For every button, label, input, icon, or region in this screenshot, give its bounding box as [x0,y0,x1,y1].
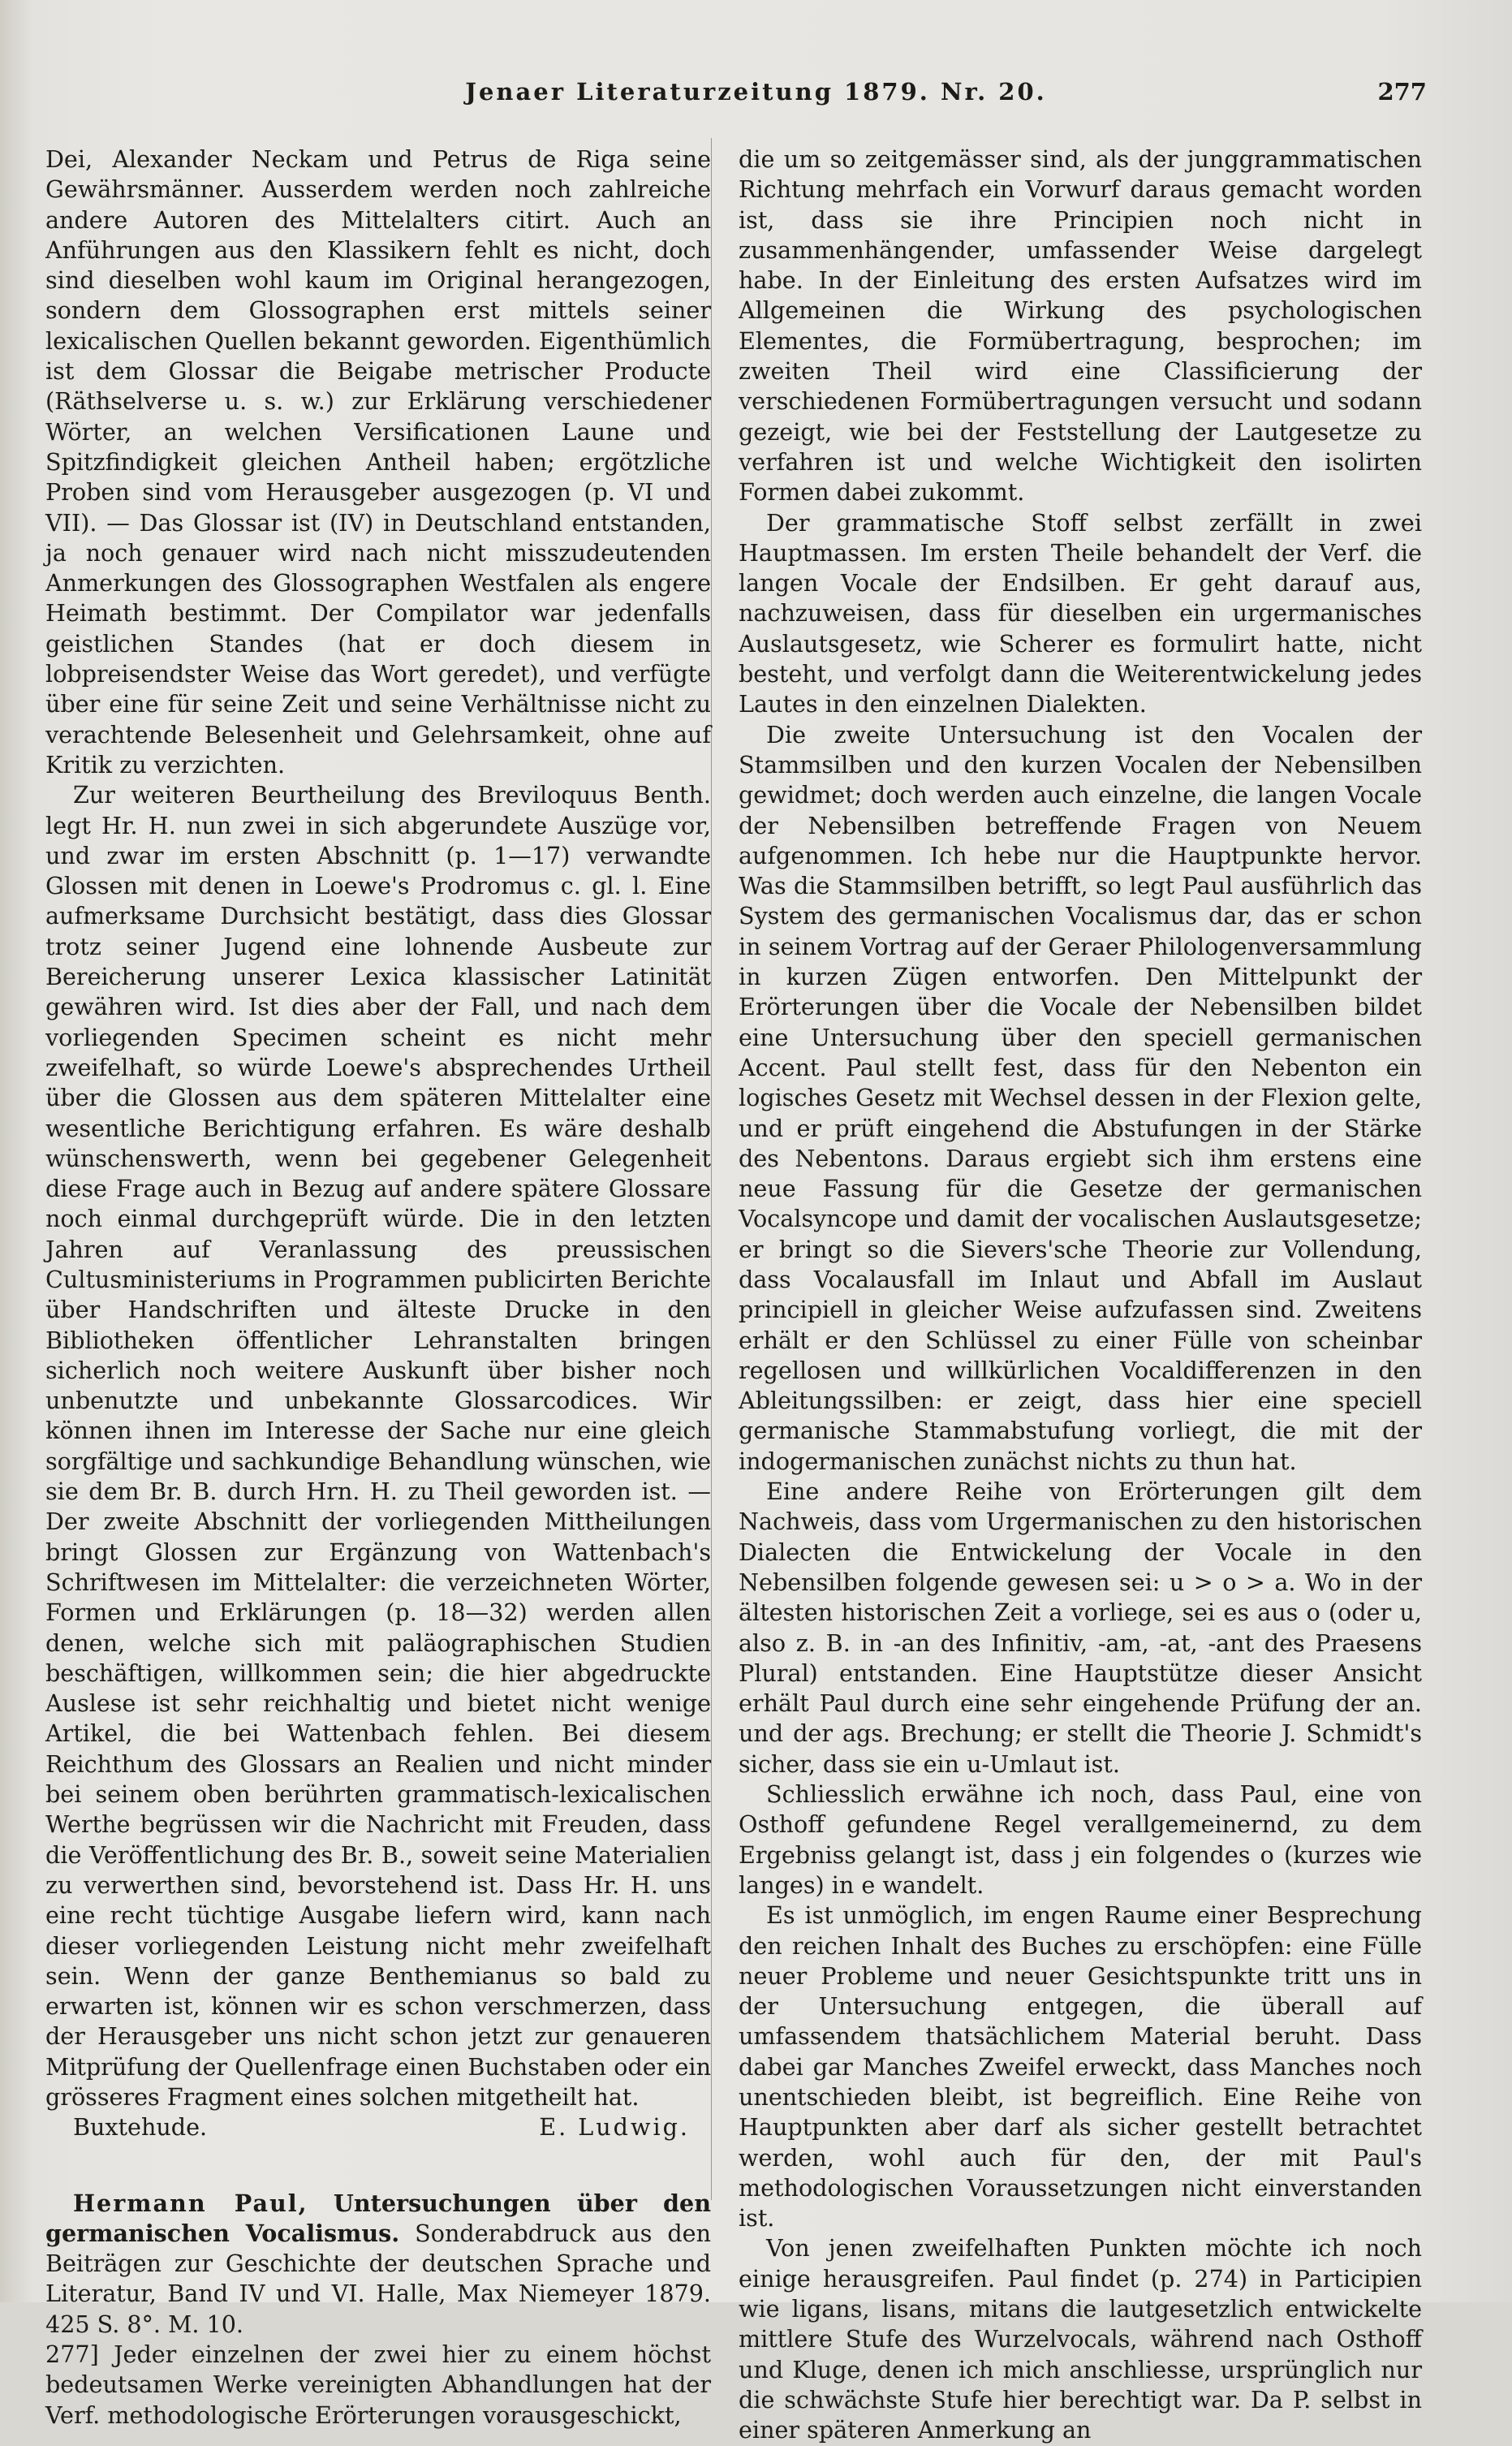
left-paragraph-1: Dei, Alexander Neckam und Petrus de Riga seine Gewährsmänner. Ausserdem werden noch zahlreiche andere Autoren des Mittelalters citirt. Auch an Anführungen aus den Klassikern fehlt es nicht, doch sind dieselben wohl kaum im Original herangezogen, sondern dem Glossographen erst mittels seiner lexicalischen Quellen bekannt geworden. Eigenthümlich ist dem Glossar die Beigabe metrischer Producte (Räthselverse u. s. w.) zur Erklärung verschiedener Wörter, an welchen Versificationen Laune und Spitzfindigkeit gleichen Antheil haben; ergötzliche Proben sind vom Herausgeber ausgezogen (p. VI und VII). — Das Glossar ist (IV) in Deutschland entstanden, ja noch genauer wird nach nicht misszudeutenden Anmerkungen des Glossographen Westfalen als engere Heimath bestimmt. Der Compilator war jedenfalls geistlichen Standes (hat er doch diesem in lobpreisendster Weise das Wort geredet), und verfügte über eine für seine Zeit und seine Verhältnisse nicht zu verachtende Belesenheit und Gelehrsamkeit, ohne auf Kritik zu verzichten. [45,145,711,779]
review-entry [45,2189,711,2431]
right-paragraph-2: Der grammatische Stoff selbst zerfällt in zwei Hauptmassen. Im ersten Theile behandelt der Verf. die langen Vocale der Endsilben. Er geht darauf aus, nachzuweisen, dass für dieselben ein urgermanisches Auslautsgesetz, wie Scherer es formulirt hatte, nicht besteht, und verfolgt dann die Weiterentwickelung jedes Lautes in den einzelnen Dialekten. [739,508,1422,718]
right-paragraph-3: Die zweite Untersuchung ist den Vocalen der Stammsilben und den kurzen Vocalen der Nebensilben gewidmet; doch werden auch einzelne, die langen Vocale der Nebensilben betreffende Fragen von Neuem aufgenommen. Ich hebe nur die Hauptpunkte hervor. Was die Stammsilben betrifft, so legt Paul ausführlich das System des germanischen Vocalismus dar, das er schon in seinem Vortrag auf der Geraer Philologenversammlung in kurzen Zügen entworfen. Den Mittelpunkt der Erörterungen über die Vocale der Nebensilben bildet eine Untersuchung über den speciell germanischen Accent. Paul stellt fest, dass für den Nebenton ein logisches Gesetz mit Wechsel dessen in der Flexion gelte, und er prüft eingehend die Abstufungen in der Stärke des Nebentons. Daraus ergiebt sich ihm erstens eine neue Fassung für die Gesetze der germanischen Vocalsyncope und damit der vocalischen Auslautsgesetze; er bringt so die Sievers'sche Theorie zur Vollendung, dass Vocalausfall im Inlaut und Abfall im Auslaut principiell in gleicher Weise aufzufassen sind. Zweitens erhält er den Schlüssel zu einer Fülle von scheinbar regellosen und willkürlichen Vocaldifferenzen in den Ableitungssilben: er zeigt, dass hier eine speciell germanische Stammabstufung vorliegt, die mit der indogermanischen zunächst nichts zu thun hat. [739,720,1422,1475]
review-heading [45,2189,711,2340]
right-column [739,145,1422,2446]
left-column [45,145,711,2431]
review-author: Hermann Paul, [73,2189,308,2217]
signature-place: Buxtehude. [73,2113,208,2142]
review-publication-details: Sonderabdruck aus den Beiträgen zur Geschichte der deutschen Sprache und Literatur, Band IV und VI. Halle, Max Niemeyer 1879. 425 S. 8°. M. 10. [45,2219,711,2338]
right-paragraph-4: Eine andere Reihe von Erörterungen gilt dem Nachweis, dass vom Urgermanischen zu den historischen Dialecten die Entwickelung der Vocale in den Nebensilben folgende gewesen sei: u > o > a. Wo in der ältesten historischen Zeit a vorliege, sei es aus o (oder u, also z. B. in -an des Infinitiv, -am, -at, -ant des Praesens Plural) entstanden. Eine Hauptstütze dieser Ansicht erhält Paul durch eine sehr eingehende Prüfung der an. und der ags. Brechung; er stellt die Theorie J. Schmidt's sicher, dass sie ein u-Umlaut ist. [739,1478,1422,1778]
page-header [0,78,1512,119]
review-opening-paragraph: 277] Jeder einzelnen der zwei hier zu einem höchst bedeutsamen Werke vereinigten Abhandlungen hat der Verf. methodologische Erörterungen vorausgeschickt, [45,2340,711,2429]
journal-title: Jenaer Literaturzeitung 1879. Nr. 20. [465,78,1047,106]
right-paragraph-7: Von jenen zweifelhaften Punkten möchte ich noch einige herausgreifen. Paul findet (p. 274) in Participien wie ligans, lisans, mitans die lautgesetzlich entwickelte mittlere Stufe des Wurzelvocals, während nach Osthoff und Kluge, denen ich mich anschliesse, ursprünglich nur die schwächste Stufe hier berechtigt war. Da P. selbst in einer späteren Anmerkung an [739,2234,1422,2444]
signature-name: E. Ludwig. [539,2113,690,2142]
right-paragraph-5: Schliesslich erwähne ich noch, dass Paul, eine von Osthoff gefundene Regel verallgemeinernd, zu dem Ergebniss gelangt ist, dass j ein folgendes o (kurzes wie langes) in e wandelt. [739,1780,1422,1899]
page-number: 277 [1377,78,1427,106]
right-paragraph-1: die um so zeitgemässer sind, als der junggrammatischen Richtung mehrfach ein Vorwurf daraus gemacht worden ist, dass sie ihre Principien noch nicht in zusammenhängender, umfassender Weise dargelegt habe. In der Einleitung des ersten Aufsatzes wird im Allgemeinen die Wirkung des psychologischen Elementes, die Formübertragung, besprochen; im zweiten Theil wird eine Classificierung der verschiedenen Formübertragungen versucht und sodann gezeigt, wie bei der Feststellung der Lautgesetze zu verfahren ist und welche Wichtigkeit den isolirten Formen dabei zukommt. [739,145,1422,507]
review-signature [45,2112,711,2142]
right-paragraph-6: Es ist unmöglich, im engen Raume einer Besprechung den reichen Inhalt des Buches zu erschöpfen: eine Fülle neuer Probleme und neuer Gesichtspunkte tritt uns in der Untersuchung entgegen, die überall auf umfassendem thatsächlichem Material beruht. Dass dabei gar Manches Zweifel erweckt, dass Manches noch unentschieden bleibt, ist begreiflich. Eine Reihe von Hauptpunkten aber darf als sicher gestellt betrachtet werden, wohl auch für den, der mit Paul's methodologischen Voraussetzungen nicht einverstanden ist. [739,1901,1422,2232]
column-divider [711,138,712,2200]
section-spacer [45,2143,711,2189]
left-paragraph-2: Zur weiteren Beurtheilung des Breviloquus Benth. legt Hr. H. nun zwei in sich abgerundete Auszüge vor, und zwar im ersten Abschnitt (p. 1—17) verwandte Glossen mit denen in Loewe's Prodromus c. gl. l. Eine aufmerksame Durchsicht bestätigt, dass dies Glossar trotz seiner Jugend eine lohnende Ausbeute zur Bereicherung unserer Lexica klassischer Latinität gewähren wird. Ist dies aber der Fall, und nach dem vorliegenden Specimen scheint es nicht mehr zweifelhaft, so würde Loewe's absprechendes Urtheil über die Glossen aus dem späteren Mittelalter eine wesentliche Berichtigung erfahren. Es wäre deshalb wünschenswerth, wenn bei gegebener Gelegenheit diese Frage auch in Bezug auf andere spätere Glossare noch einmal durchgeprüft würde. Die in den letzten Jahren auf Veranlassung des preussischen Cultusministeriums in Programmen publicirten Berichte über Handschriften und älteste Drucke in den Bibliotheken öffentlicher Lehranstalten bringen sicherlich noch weitere Auskunft über bisher noch unbenutzte und unbekannte Glossarcodices. Wir können ihnen im Interesse der Sache nur eine gleich sorgfältige und sachkundige Behandlung wünschen, wie sie dem Br. B. durch Hrn. H. zu Theil geworden ist. — Der zweite Abschnitt der vorliegenden Mittheilungen bringt Glossen zur Ergänzung von Wattenbach's Schriftwesen im Mittelalter: die verzeichneten Wörter, Formen und Erklärungen (p. 18—32) werden allen denen, welche sich mit paläographischen Studien beschäftigen, willkommen sein; die hier abgedruckte Auslese ist sehr reichhaltig und bietet nicht wenige Artikel, die bei Wattenbach fehlen. Bei diesem Reichthum des Glossars an Realien und nicht minder bei seinem oben berührten grammatisch-lexicalischen Werthe begrüssen wir die Nachricht mit Freuden, dass die Veröffentlichung des Br. B., soweit seine Materialien zu verwerthen sind, bevorstehend ist. Dass Hr. H. uns eine recht tüchtige Ausgabe liefern wird, kann nach dieser vorliegenden Leistung nicht mehr zweifelhaft sein. Wenn der ganze Benthemianus so bald zu erwarten ist, können wir es schon verschmerzen, dass der Herausgeber uns nicht schon jetzt zur genaueren Mitprüfung der Quellenfrage einen Buchstaben oder ein grösseres Fragment eines solchen mitgetheilt hat. [45,781,711,2111]
review-work-title: Untersuchungen über den germanischen Vocalismus. [45,2189,711,2247]
